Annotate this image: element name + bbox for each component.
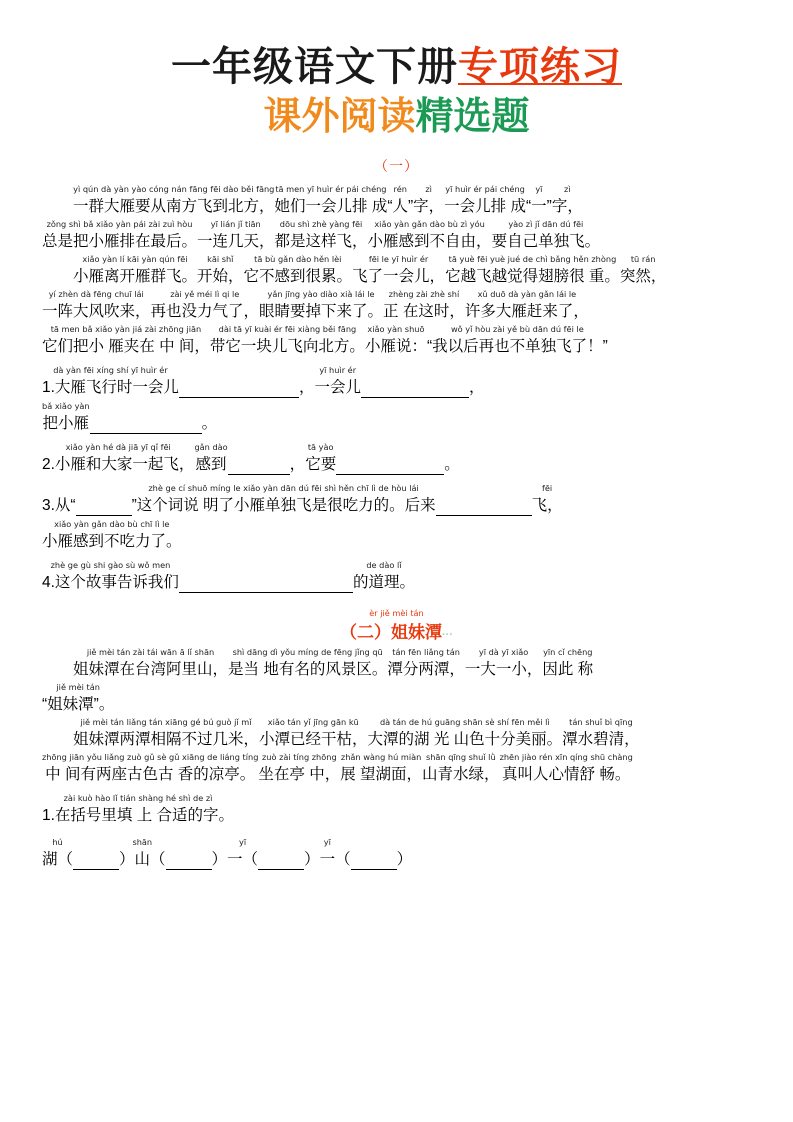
title-main-text: 一年级语文下册 (171, 45, 458, 89)
pinyin-word-group (353, 560, 415, 594)
section-two-question (42, 793, 751, 827)
pinyin-word-group (422, 752, 500, 786)
pinyin-word-group (42, 682, 114, 716)
question-item (42, 442, 751, 476)
answer-blank[interactable] (336, 458, 444, 475)
title-highlight-text: 专项练习 (458, 45, 622, 89)
hanzi-text: 许多大雁赶来了， (464, 302, 589, 320)
hanzi-text: 的道理。 (352, 573, 415, 591)
passage-line (42, 254, 751, 288)
blank-slot[interactable] (90, 401, 202, 435)
passage-line (42, 289, 751, 323)
passage-line-inner (42, 324, 751, 358)
hanzi-text: 真叫人心情舒 畅。 (502, 765, 631, 783)
pinyin-text: zì (425, 183, 432, 194)
hanzi-text: 3.从“ (42, 496, 76, 514)
pinyin-text (296, 442, 299, 454)
pinyin-text: dōu shì zhè yàng fēi (279, 218, 363, 229)
pinyin-text: dài tā yī kuài ér fēi xiàng běi fāng (218, 323, 357, 334)
hanzi-text: 2.小雁和大家一起飞， (42, 455, 195, 473)
pinyin-text: yī (535, 183, 543, 194)
pinyin-text: yào zì jǐ dān dú fēi (508, 218, 584, 229)
pinyin-word-group (465, 647, 543, 681)
hanzi-text: 1.大雁飞行时一会儿 (42, 378, 179, 396)
pinyin-text: yī lián jǐ tiān (210, 218, 261, 229)
pinyin-word-group (73, 717, 259, 751)
pinyin-word-group (73, 254, 197, 288)
pinyin-text: yī huìr ér (319, 364, 357, 375)
hanzi-text: 飞了一会儿， (352, 267, 446, 285)
pinyin-text: xǔ duō dà yàn gǎn lái le (477, 288, 577, 299)
decorative-dots: ··· (442, 628, 453, 641)
hanzi-text: 因此 称 (542, 660, 594, 678)
hanzi-text: 总是把小雁排在最后。 (42, 232, 198, 250)
hanzi-text: 字， (551, 197, 583, 215)
pinyin-text: yǎn jīng yào diào xià lái le (267, 288, 375, 299)
hanzi-text: 。 (201, 414, 218, 432)
answer-blank[interactable] (76, 499, 132, 516)
pinyin-text: bǎ xiǎo yàn (42, 400, 90, 411)
pinyin-text: zài kuò hào lǐ tián shàng hé shì de zì (63, 792, 213, 803)
pinyin-word-group (42, 519, 182, 553)
hanzi-text: 大潭的湖 光 山色十分美丽。 (367, 730, 563, 748)
pinyin-word-group (132, 483, 436, 517)
fill-in-brackets-row (42, 837, 751, 871)
section-two-label-text: （二）姐妹潭 (340, 622, 442, 642)
question-item (42, 365, 751, 399)
pinyin-word-group (444, 442, 460, 476)
answer-blank[interactable] (361, 381, 469, 398)
hanzi-text: 字， (413, 197, 445, 215)
question-item-cont (42, 519, 751, 553)
hanzi-text: 它要 (305, 455, 337, 473)
hanzi-text: 潭水碧清， (562, 730, 640, 748)
pinyin-text: tán shuǐ bì qīng (569, 716, 633, 727)
pinyin-text (305, 365, 308, 377)
hanzi-text: 小雁感到不自由， (367, 232, 492, 250)
hanzi-text: ， (468, 378, 485, 396)
pinyin-text: xiǎo yàn shuō (367, 323, 425, 334)
hanzi-text: 坐在亭 中， (258, 765, 341, 783)
pinyin-text: dà tán de hú guāng shān sè shí fēn měi lì (379, 716, 550, 727)
pinyin-word-group (42, 483, 76, 517)
hanzi-text: 一（ (227, 850, 259, 868)
page-title-line2 (42, 96, 751, 140)
blank-slot[interactable] (76, 483, 132, 517)
hanzi-text: 湖（ (42, 850, 74, 868)
hanzi-text: 带它一块儿飞向北方。 (209, 337, 365, 355)
pinyin-word-group (492, 219, 601, 253)
pinyin-word-group (365, 324, 427, 358)
pinyin-text: xiǎo yàn gǎn dào bù chī lì le (54, 518, 170, 529)
pinyin-word-group (42, 560, 179, 594)
pinyin-word-group (397, 837, 413, 871)
hanzi-text: 一会儿 (314, 378, 361, 396)
hanzi-text: 感到 (195, 455, 227, 473)
pinyin-word-group (368, 717, 563, 751)
pinyin-text: zuò zài tíng zhōng (262, 751, 337, 762)
passage-line (42, 184, 751, 218)
pinyin-text: yí zhèn dà fēng chuī lái (48, 288, 144, 299)
blank-slot[interactable] (436, 483, 532, 517)
pinyin-text: shān (132, 836, 153, 847)
pinyin-text: yī dà yī xiǎo (478, 646, 529, 657)
pinyin-word-group (305, 442, 336, 476)
pinyin-text: yīn cǐ chēng (543, 646, 593, 657)
answer-blank[interactable] (90, 417, 202, 434)
passage2-line (42, 717, 751, 751)
pinyin-word-group (465, 289, 589, 323)
pinyin-text: tā men bǎ xiǎo yàn jiá zài zhōng jiān (50, 323, 202, 334)
pinyin-word-group (42, 289, 151, 323)
pinyin-word-group (197, 254, 244, 288)
pinyin-word-group (197, 219, 275, 253)
blank-slot[interactable] (228, 442, 290, 476)
hanzi-text: 它越飞越觉得翅膀很 重。 (445, 267, 620, 285)
answer-blank[interactable] (179, 576, 353, 593)
section-one-questions (42, 365, 751, 594)
pinyin-word-group (304, 837, 351, 871)
answer-blank[interactable] (166, 853, 212, 870)
pinyin-text: tā yuè fēi yuè jué de chì bǎng hěn zhòng (448, 253, 617, 264)
pinyin-text: zhǎn wàng hú miàn (340, 751, 422, 762)
pinyin-text: tū rán (630, 253, 656, 264)
pinyin-text: zhēn jiào rén xīn qíng shū chàng (499, 751, 633, 762)
passage2-line (42, 647, 751, 681)
pinyin-word-group (314, 365, 361, 399)
hanzi-text: 4.这个故事告诉我们 (42, 573, 179, 591)
pinyin-text: yī (323, 836, 331, 847)
pinyin-word-group (258, 752, 340, 786)
hanzi-text: 小雁离开雁群飞。 (73, 267, 198, 285)
pinyin-text: zhèng zài zhè shí (388, 288, 460, 299)
question-item-cont (42, 401, 751, 435)
pinyin-text (57, 483, 60, 495)
pinyin-word-group (212, 837, 228, 871)
answer-blank[interactable] (258, 853, 304, 870)
hanzi-text: 一群大雁要从南方飞到北方， (73, 197, 275, 215)
pinyin-word-group (42, 752, 258, 786)
hanzi-text: ） (211, 850, 228, 868)
pinyin-word-group (151, 289, 260, 323)
pinyin-word-group (227, 837, 258, 871)
hanzi-text: 再也没力气了， (150, 302, 260, 320)
pinyin-text (403, 837, 406, 849)
blank-slot[interactable] (179, 560, 353, 594)
pinyin-text (218, 837, 221, 849)
hanzi-text: 要自己单独飞。 (491, 232, 601, 250)
pinyin-text (451, 442, 454, 454)
pinyin-word-group (259, 717, 368, 751)
pinyin-word-group (620, 254, 667, 288)
hanzi-text: 正 在这时， (383, 302, 465, 320)
pinyin-text: jiě mèi tán liǎng tán xiāng gé bú guò jǐ mǐ (80, 716, 252, 727)
passage-line (42, 219, 751, 253)
pinyin-word-group (427, 324, 608, 358)
pinyin-word-group (73, 184, 275, 218)
pinyin-word-group (290, 442, 306, 476)
hanzi-text: 。 (444, 455, 460, 473)
hanzi-text: ）一（ (304, 850, 351, 868)
pinyin-word-group (42, 365, 179, 399)
hanzi-text: 展 望湖面， (340, 765, 423, 783)
hanzi-text: 中 间有两座古色古 香的凉亭。 (45, 765, 256, 783)
blank-slot[interactable] (336, 442, 444, 476)
pinyin-text: dà yàn fēi xíng shí yī huìr ér (53, 364, 168, 375)
pinyin-word-group (275, 184, 388, 218)
hanzi-text: 突然， (619, 267, 667, 285)
blank-slot[interactable] (179, 365, 299, 399)
pinyin-word-group (42, 793, 234, 827)
hanzi-text: 是当 地有名的风景区。 (228, 660, 388, 678)
pinyin-text: de dào lǐ (366, 559, 402, 570)
hanzi-text: “我以后再也不单独飞了！” (426, 337, 608, 355)
pinyin-word-group (42, 324, 210, 358)
answer-blank[interactable] (228, 458, 290, 475)
hanzi-text: 飞， (531, 496, 563, 514)
passage-line-inner (42, 289, 751, 323)
pinyin-word-group (444, 184, 526, 218)
pinyin-word-group (259, 289, 383, 323)
pinyin-word-group (532, 483, 563, 517)
hanzi-text: “一” (525, 197, 552, 215)
hanzi-text: ”这个词说 明了小雁单独飞是很吃力的。后来 (131, 496, 436, 514)
hanzi-text: 一大一小， (464, 660, 543, 678)
title-subject-text: 课外阅读 (263, 96, 416, 138)
pinyin-text: tā men yī huìr ér pái chéng (275, 183, 387, 194)
hanzi-text: 开始， (197, 267, 244, 285)
hanzi-text: 一会儿排 成 (444, 197, 526, 215)
pinyin-text (475, 365, 478, 377)
hanzi-text: ， (298, 378, 315, 396)
passage2-line (42, 752, 751, 786)
hanzi-text: 一阵大风吹来， (42, 302, 151, 320)
pinyin-text: yì qún dà yàn yào cóng nán fāng fēi dào běi fāng (73, 183, 275, 194)
pinyin-text: xiǎo tán yǐ jīng gān kū (267, 716, 359, 727)
section-two-label-pinyin: èr jiě mèi tán (369, 607, 424, 618)
hanzi-text: 她们一会儿排 成 (274, 197, 388, 215)
pinyin-text: zhè ge cí shuō míng le xiǎo yàn dān dú fēi shì hěn chī lì de hòu lái (148, 482, 419, 493)
pinyin-word-group (119, 837, 166, 871)
pinyin-text: xiǎo yàn hé dà jiā yī qǐ fēi (65, 441, 171, 452)
hanzi-text: 姐妹潭两潭相隔不过几米， (73, 730, 260, 748)
hanzi-text: ， (289, 455, 306, 473)
pinyin-text: tán fēn liǎng tán (392, 646, 460, 657)
pinyin-text: rén (393, 183, 407, 194)
passage-line-inner (42, 254, 751, 288)
pinyin-word-group (299, 365, 315, 399)
pinyin-word-group (275, 219, 368, 253)
hanzi-text: 都是这样飞， (274, 232, 368, 250)
pinyin-text: kāi shǐ (207, 253, 234, 264)
pinyin-text: yī huìr ér pái chéng (445, 183, 525, 194)
passage-line (42, 324, 751, 358)
pinyin-text: shān qīng shuǐ lǜ (425, 751, 496, 762)
hanzi-text: 它们把小 雁夹在 中 间， (42, 337, 210, 355)
hanzi-text: 它不感到很累。 (243, 267, 353, 285)
pinyin-text: zǒng shì bǎ xiǎo yàn pái zài zuì hòu (46, 218, 193, 229)
pinyin-word-group (194, 442, 227, 476)
pinyin-word-group (552, 184, 583, 218)
pinyin-word-group (526, 184, 552, 218)
pinyin-word-group (210, 324, 365, 358)
section-two-passage (42, 647, 751, 786)
pinyin-word-group (42, 442, 194, 476)
blank-slot[interactable] (166, 837, 212, 871)
pinyin-word-group (383, 289, 465, 323)
pinyin-text: yī (238, 836, 247, 847)
hanzi-text: 小潭已经干枯， (259, 730, 368, 748)
hanzi-text: 眼睛要掉下来了。 (259, 302, 384, 320)
pinyin-text: jiě mèi tán zài tái wān ā lǐ shān (86, 646, 215, 657)
pinyin-text: xiǎo yàn gǎn dào bù zì yóu (374, 218, 485, 229)
hanzi-text: “姐妹潭”。 (42, 695, 115, 713)
hanzi-text: 山青水绿， (422, 765, 500, 783)
hanzi-text: “人” (387, 197, 414, 215)
hanzi-text: ） (396, 850, 413, 868)
pinyin-word-group (73, 647, 228, 681)
pinyin-text: fēi le yī huìr ér (368, 253, 429, 264)
pinyin-word-group (228, 647, 387, 681)
page-title-line1 (42, 44, 751, 90)
blank-slot[interactable] (258, 837, 304, 871)
pinyin-word-group (42, 837, 73, 871)
hanzi-text: 小雁感到不吃力了。 (42, 532, 182, 550)
pinyin-word-group (368, 219, 492, 253)
pinyin-text: gǎn dào (194, 441, 228, 452)
question-item (42, 560, 751, 594)
pinyin-text: zì (564, 183, 571, 194)
pinyin-word-group (352, 254, 445, 288)
pinyin-text: fēi (541, 482, 553, 493)
passage2-line (42, 682, 751, 716)
section-one-passage (42, 184, 751, 358)
pinyin-text: shì dāng dì yǒu míng de fēng jǐng qū (232, 646, 383, 657)
pinyin-text: hú (52, 836, 63, 847)
pinyin-word-group (387, 647, 465, 681)
section-one-label: （一） (374, 157, 419, 174)
pinyin-word-group (469, 365, 485, 399)
answer-blank[interactable] (351, 853, 397, 870)
question-item (42, 483, 751, 517)
blank-slot[interactable] (361, 365, 469, 399)
pinyin-word-group (42, 401, 90, 435)
pinyin-text: zài yě méi lì qi le (170, 288, 240, 299)
pinyin-word-group (500, 752, 633, 786)
answer-blank[interactable] (73, 853, 119, 870)
pinyin-text (208, 401, 211, 413)
pinyin-text: xiǎo yàn lí kāi yàn qún fēi (82, 253, 188, 264)
hanzi-text: 把小雁 (42, 414, 90, 432)
pinyin-text: zhè ge gù shi gào sù wǒ men (50, 559, 171, 570)
hanzi-text: 1.在括号里填 上 合适的字。 (42, 806, 235, 824)
pinyin-word-group (42, 219, 197, 253)
pinyin-text: jiě mèi tán (56, 681, 100, 692)
pinyin-word-group (542, 647, 593, 681)
pinyin-word-group (445, 254, 620, 288)
pinyin-word-group (340, 752, 422, 786)
pinyin-word-group (244, 254, 353, 288)
section-two-label (42, 608, 751, 643)
pinyin-word-group (413, 184, 444, 218)
pinyin-text: zhōng jiān yǒu liǎng zuò gǔ sè gǔ xiāng de liáng tíng (42, 751, 259, 762)
pinyin-word-group (202, 401, 218, 435)
blank-slot[interactable] (351, 837, 397, 871)
title-selection-text: 精选题 (415, 96, 530, 138)
pinyin-text: tā yào (307, 441, 334, 452)
pinyin-text: wǒ yǐ hòu zài yě bù dān dú fēi le (450, 323, 584, 334)
passage-line-inner (42, 184, 751, 218)
answer-blank[interactable] (436, 499, 532, 516)
hanzi-text: 一连几天， (197, 232, 275, 250)
blank-slot[interactable] (73, 837, 119, 871)
hanzi-text: 小雁说： (364, 337, 427, 355)
answer-blank[interactable] (179, 381, 299, 398)
hanzi-text: ）山（ (119, 850, 166, 868)
passage-line-inner (42, 219, 751, 253)
pinyin-word-group (387, 184, 413, 218)
hanzi-text: 姐妹潭在台湾阿里山， (73, 660, 229, 678)
pinyin-text: tā bù gǎn dào hěn lèi (254, 253, 342, 264)
pinyin-word-group (562, 717, 640, 751)
hanzi-text: 潭分两潭， (387, 660, 465, 678)
